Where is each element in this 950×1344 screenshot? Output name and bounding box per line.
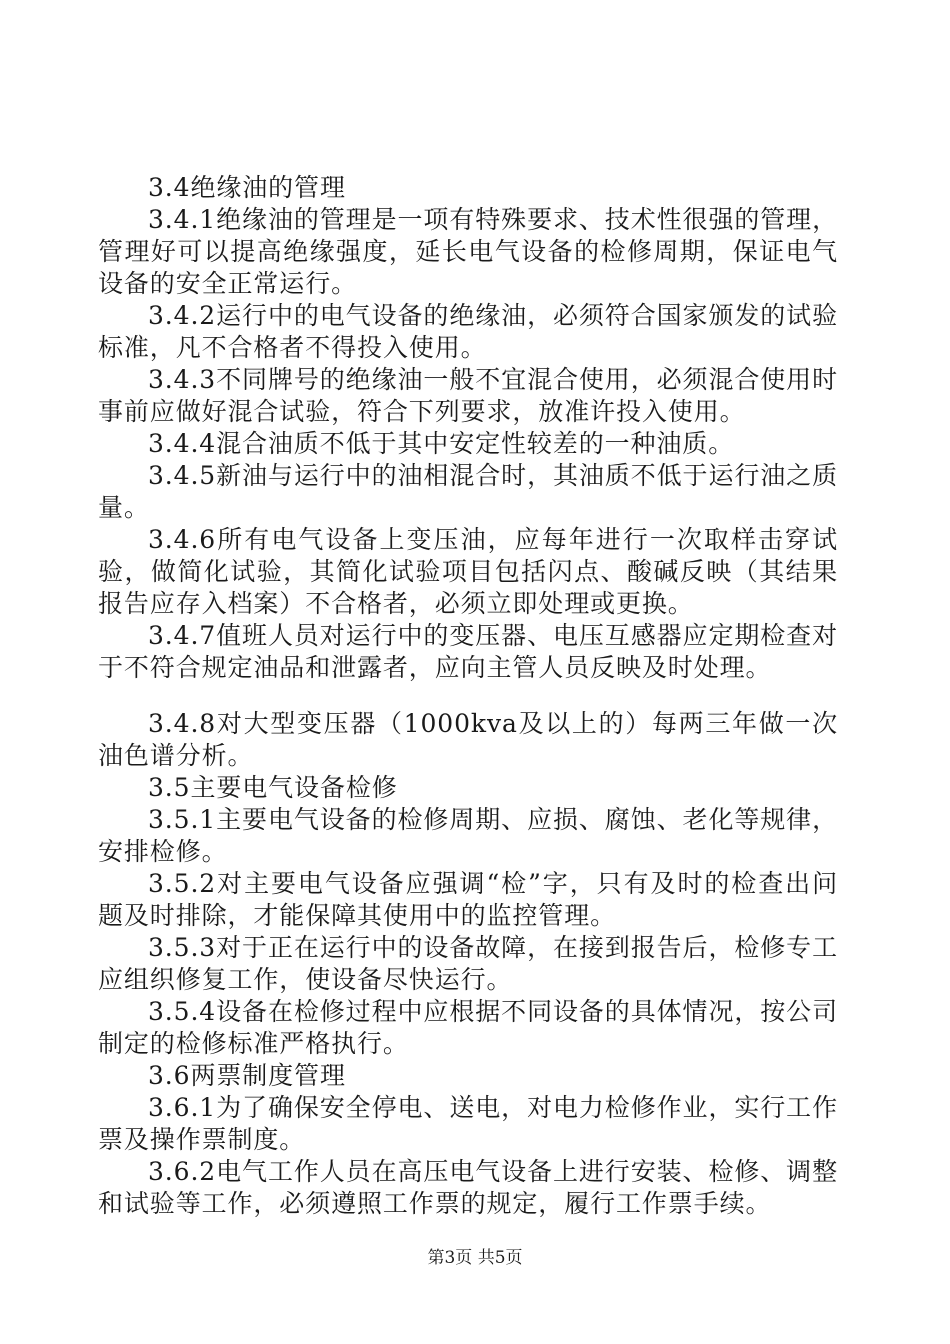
paragraph-3-4-6: 3.4.6所有电气设备上变压油，应每年进行一次取样击穿试验，做简化试验，其简化试验项目包括闪点、酸碱反映（其结果报告应存入档案）不合格者，必须立即处理或更换。: [98, 525, 838, 618]
page-footer: 第3页 共5页: [427, 1248, 523, 1268]
paragraph-3-5-1: 3.5.1主要电气设备的检修周期、应损、腐蚀、老化等规律，安排检修。: [98, 805, 838, 866]
section-heading-3-5: 3.5主要电气设备检修: [148, 773, 398, 802]
section-heading-3-6: 3.6两票制度管理: [148, 1061, 346, 1090]
paragraph-3-4-3: 3.4.3不同牌号的绝缘油一般不宜混合使用，必须混合使用时事前应做好混合试验，符合下列要求，放准许投入使用。: [98, 365, 838, 426]
document-body: [98, 172, 838, 1220]
paragraph-3-6-1: 3.6.1为了确保安全停电、送电，对电力检修作业，实行工作票及操作票制度。: [98, 1093, 838, 1154]
paragraph-3-5-2: 3.5.2对主要电气设备应强调“检”字，只有及时的检查出问题及时排除，才能保障其使用中的监控管理。: [98, 869, 838, 930]
paragraph-3-4-4: 3.4.4混合油质不低于其中安定性较差的一种油质。: [148, 429, 735, 458]
paragraph-3-4-7: 3.4.7值班人员对运行中的变压器、电压互感器应定期检查对于不符合规定油品和泄露者，应向主管人员反映及时处理。: [98, 621, 838, 682]
paragraph-3-4-2: 3.4.2运行中的电气设备的绝缘油，必须符合国家颁发的试验标准，凡不合格者不得投入使用。: [98, 301, 838, 362]
paragraph-3-4-1: 3.4.1绝缘油的管理是一项有特殊要求、技术性很强的管理，管理好可以提高绝缘强度，延长电气设备的检修周期，保证电气设备的安全正常运行。: [98, 205, 838, 298]
paragraph-3-5-4: 3.5.4设备在检修过程中应根据不同设备的具体情况，按公司制定的检修标准严格执行。: [98, 997, 838, 1058]
paragraph-3-4-5: 3.4.5新油与运行中的油相混合时，其油质不低于运行油之质量。: [98, 461, 838, 522]
paragraph-3-5-3: 3.5.3对于正在运行中的设备故障，在接到报告后，检修专工应组织修复工作，使设备尽快运行。: [98, 933, 838, 994]
paragraph-3-4-8: 3.4.8对大型变压器（1000kva及以上的）每两三年做一次油色谱分析。: [98, 709, 838, 770]
section-heading-3-4: 3.4绝缘油的管理: [148, 173, 346, 202]
paragraph-3-6-2: 3.6.2电气工作人员在高压电气设备上进行安装、检修、调整和试验等工作，必须遵照工作票的规定，履行工作票手续。: [98, 1157, 838, 1218]
